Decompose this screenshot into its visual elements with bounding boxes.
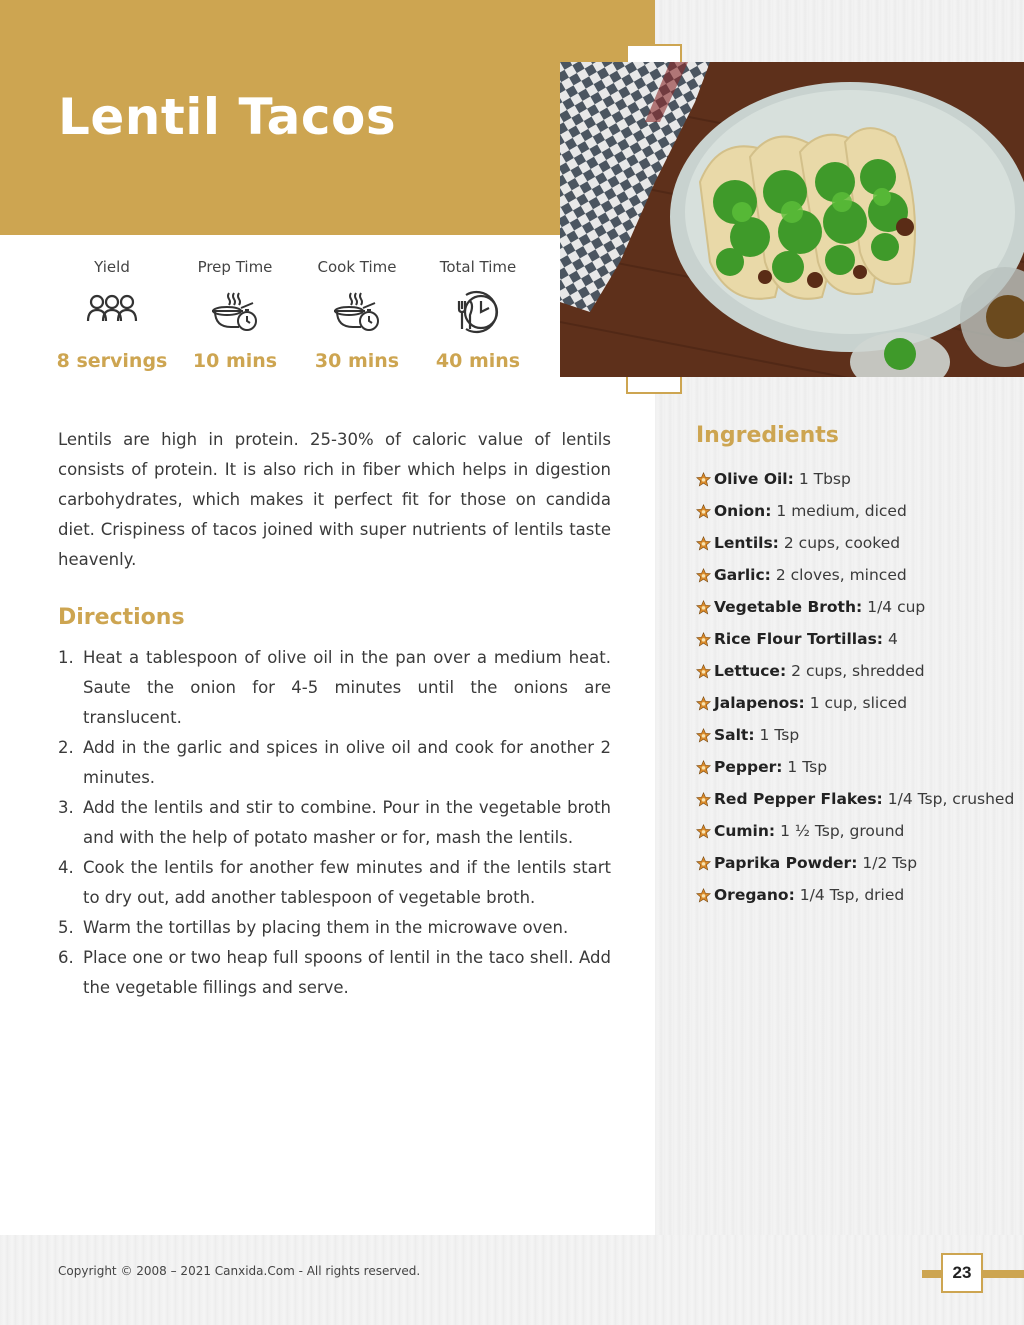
star-icon — [696, 600, 711, 615]
ingredient-item — [696, 527, 1016, 559]
ingredient-name: Onion: — [714, 502, 772, 520]
star-icon — [696, 568, 711, 583]
title-band — [0, 0, 655, 235]
ingredient-name: Vegetable Broth: — [714, 598, 863, 616]
stat-yield — [52, 258, 172, 372]
ingredient-name: Lettuce: — [714, 662, 787, 680]
stat-label: Yield — [94, 258, 130, 276]
ingredient-name: Lentils: — [714, 534, 779, 552]
ingredient-name: Rice Flour Tortillas: — [714, 630, 884, 648]
star-icon — [696, 728, 711, 743]
ingredient-item — [696, 655, 1016, 687]
ingredient-amount: 2 cloves, minced — [775, 566, 907, 584]
recipe-photo — [560, 62, 1024, 377]
stat-cook-time — [297, 258, 417, 372]
star-icon — [696, 792, 711, 807]
intro-text: Lentils are high in protein. 25-30% of caloric value of lentils consists of protein. It is also rich in fiber which helps in digestion carbohydrates, which makes it perfect fit for those on candida diet. Crispiness of tacos joined with super nutrients of lentils taste heavenly. — [58, 430, 611, 569]
ingredient-name: Olive Oil: — [714, 470, 794, 488]
ingredient-amount: 1 Tsp — [759, 726, 800, 744]
ingredient-item — [696, 719, 1016, 751]
direction-step: 6. Place one or two heap full spoons of lentil in the taco shell. Add the vegetable fillings and serve. — [58, 948, 611, 997]
ingredient-item — [696, 847, 1016, 879]
ingredient-amount: 1 Tsp — [787, 758, 828, 776]
ingredient-name: Red Pepper Flakes: — [714, 790, 883, 808]
ingredient-item — [696, 783, 1016, 815]
copyright-text: Copyright © 2008 – 2021 Canxida.Com - All rights reserved. — [58, 1264, 421, 1278]
stat-total-time — [418, 258, 538, 372]
star-icon — [696, 856, 711, 871]
ingredient-item — [696, 559, 1016, 591]
stat-value: 10 mins — [192, 350, 278, 372]
direction-step: 1. Heat a tablespoon of olive oil in the pan over a medium heat. Saute the onion for 4-5 minutes until the onions are translucent. — [58, 648, 611, 727]
star-icon — [696, 664, 711, 679]
ingredient-item — [696, 815, 1016, 847]
directions-list — [58, 643, 611, 1003]
ingredient-amount: 1 ½ Tsp, ground — [780, 822, 905, 840]
stat-label: Cook Time — [317, 258, 397, 276]
directions-heading: Directions — [58, 605, 185, 630]
ingredient-item — [696, 687, 1016, 719]
footer-band — [0, 1235, 1024, 1325]
ingredient-item — [696, 751, 1016, 783]
ingredients-heading: Ingredients — [696, 423, 839, 448]
stat-label: Prep Time — [197, 258, 273, 276]
page-number: 23 — [941, 1253, 983, 1293]
direction-step: 4. Cook the lentils for another few minutes and if the lentils start to dry out, add another tablespoon of vegetable broth. — [58, 858, 611, 907]
ingredient-amount: 4 — [888, 630, 898, 648]
ingredient-item — [696, 879, 1016, 911]
stat-prep-time — [175, 258, 295, 372]
ingredient-name: Paprika Powder: — [714, 854, 858, 872]
stat-value: 8 servings — [56, 350, 168, 372]
star-icon — [696, 824, 711, 839]
pan-timer-icon — [297, 280, 417, 342]
star-icon — [696, 536, 711, 551]
ingredient-amount: 1 Tbsp — [798, 470, 851, 488]
ingredient-name: Garlic: — [714, 566, 771, 584]
ingredient-amount: 1/2 Tsp — [862, 854, 918, 872]
star-icon — [696, 504, 711, 519]
direction-step: 3. Add the lentils and stir to combine. Pour in the vegetable broth and with the help of potato masher or for, mash the lentils. — [58, 798, 611, 847]
star-icon — [696, 760, 711, 775]
page-title: Lentil Tacos — [58, 88, 397, 146]
ingredient-name: Pepper: — [714, 758, 783, 776]
ingredient-name: Oregano: — [714, 886, 795, 904]
recipe-stats — [52, 258, 538, 378]
ingredient-amount: 2 cups, cooked — [783, 534, 901, 552]
ingredient-name: Jalapenos: — [714, 694, 805, 712]
direction-step: 5. Warm the tortillas by placing them in the microwave oven. — [58, 918, 569, 937]
stat-value: 30 mins — [314, 350, 400, 372]
ingredient-amount: 1/4 cup — [867, 598, 926, 616]
star-icon — [696, 888, 711, 903]
star-icon — [696, 472, 711, 487]
pan-timer-icon — [175, 280, 295, 342]
cutlery-clock-icon — [418, 280, 538, 342]
ingredient-name: Salt: — [714, 726, 755, 744]
ingredient-item — [696, 463, 1016, 495]
ingredient-name: Cumin: — [714, 822, 776, 840]
ingredient-amount: 1 medium, diced — [776, 502, 907, 520]
ingredient-item — [696, 591, 1016, 623]
star-icon — [696, 696, 711, 711]
ingredient-amount: 1/4 Tsp, crushed — [887, 790, 1015, 808]
ingredient-amount: 1 cup, sliced — [809, 694, 908, 712]
stat-value: 40 mins — [435, 350, 521, 372]
ingredient-amount: 2 cups, shredded — [791, 662, 925, 680]
ingredients-list — [696, 463, 1016, 911]
star-icon — [696, 632, 711, 647]
ingredient-amount: 1/4 Tsp, dried — [799, 886, 905, 904]
ingredient-item — [696, 623, 1016, 655]
direction-step: 2. Add in the garlic and spices in olive oil and cook for another 2 minutes. — [58, 738, 611, 787]
ingredient-item — [696, 495, 1016, 527]
stat-label: Total Time — [439, 258, 517, 276]
people-icon — [52, 280, 172, 342]
